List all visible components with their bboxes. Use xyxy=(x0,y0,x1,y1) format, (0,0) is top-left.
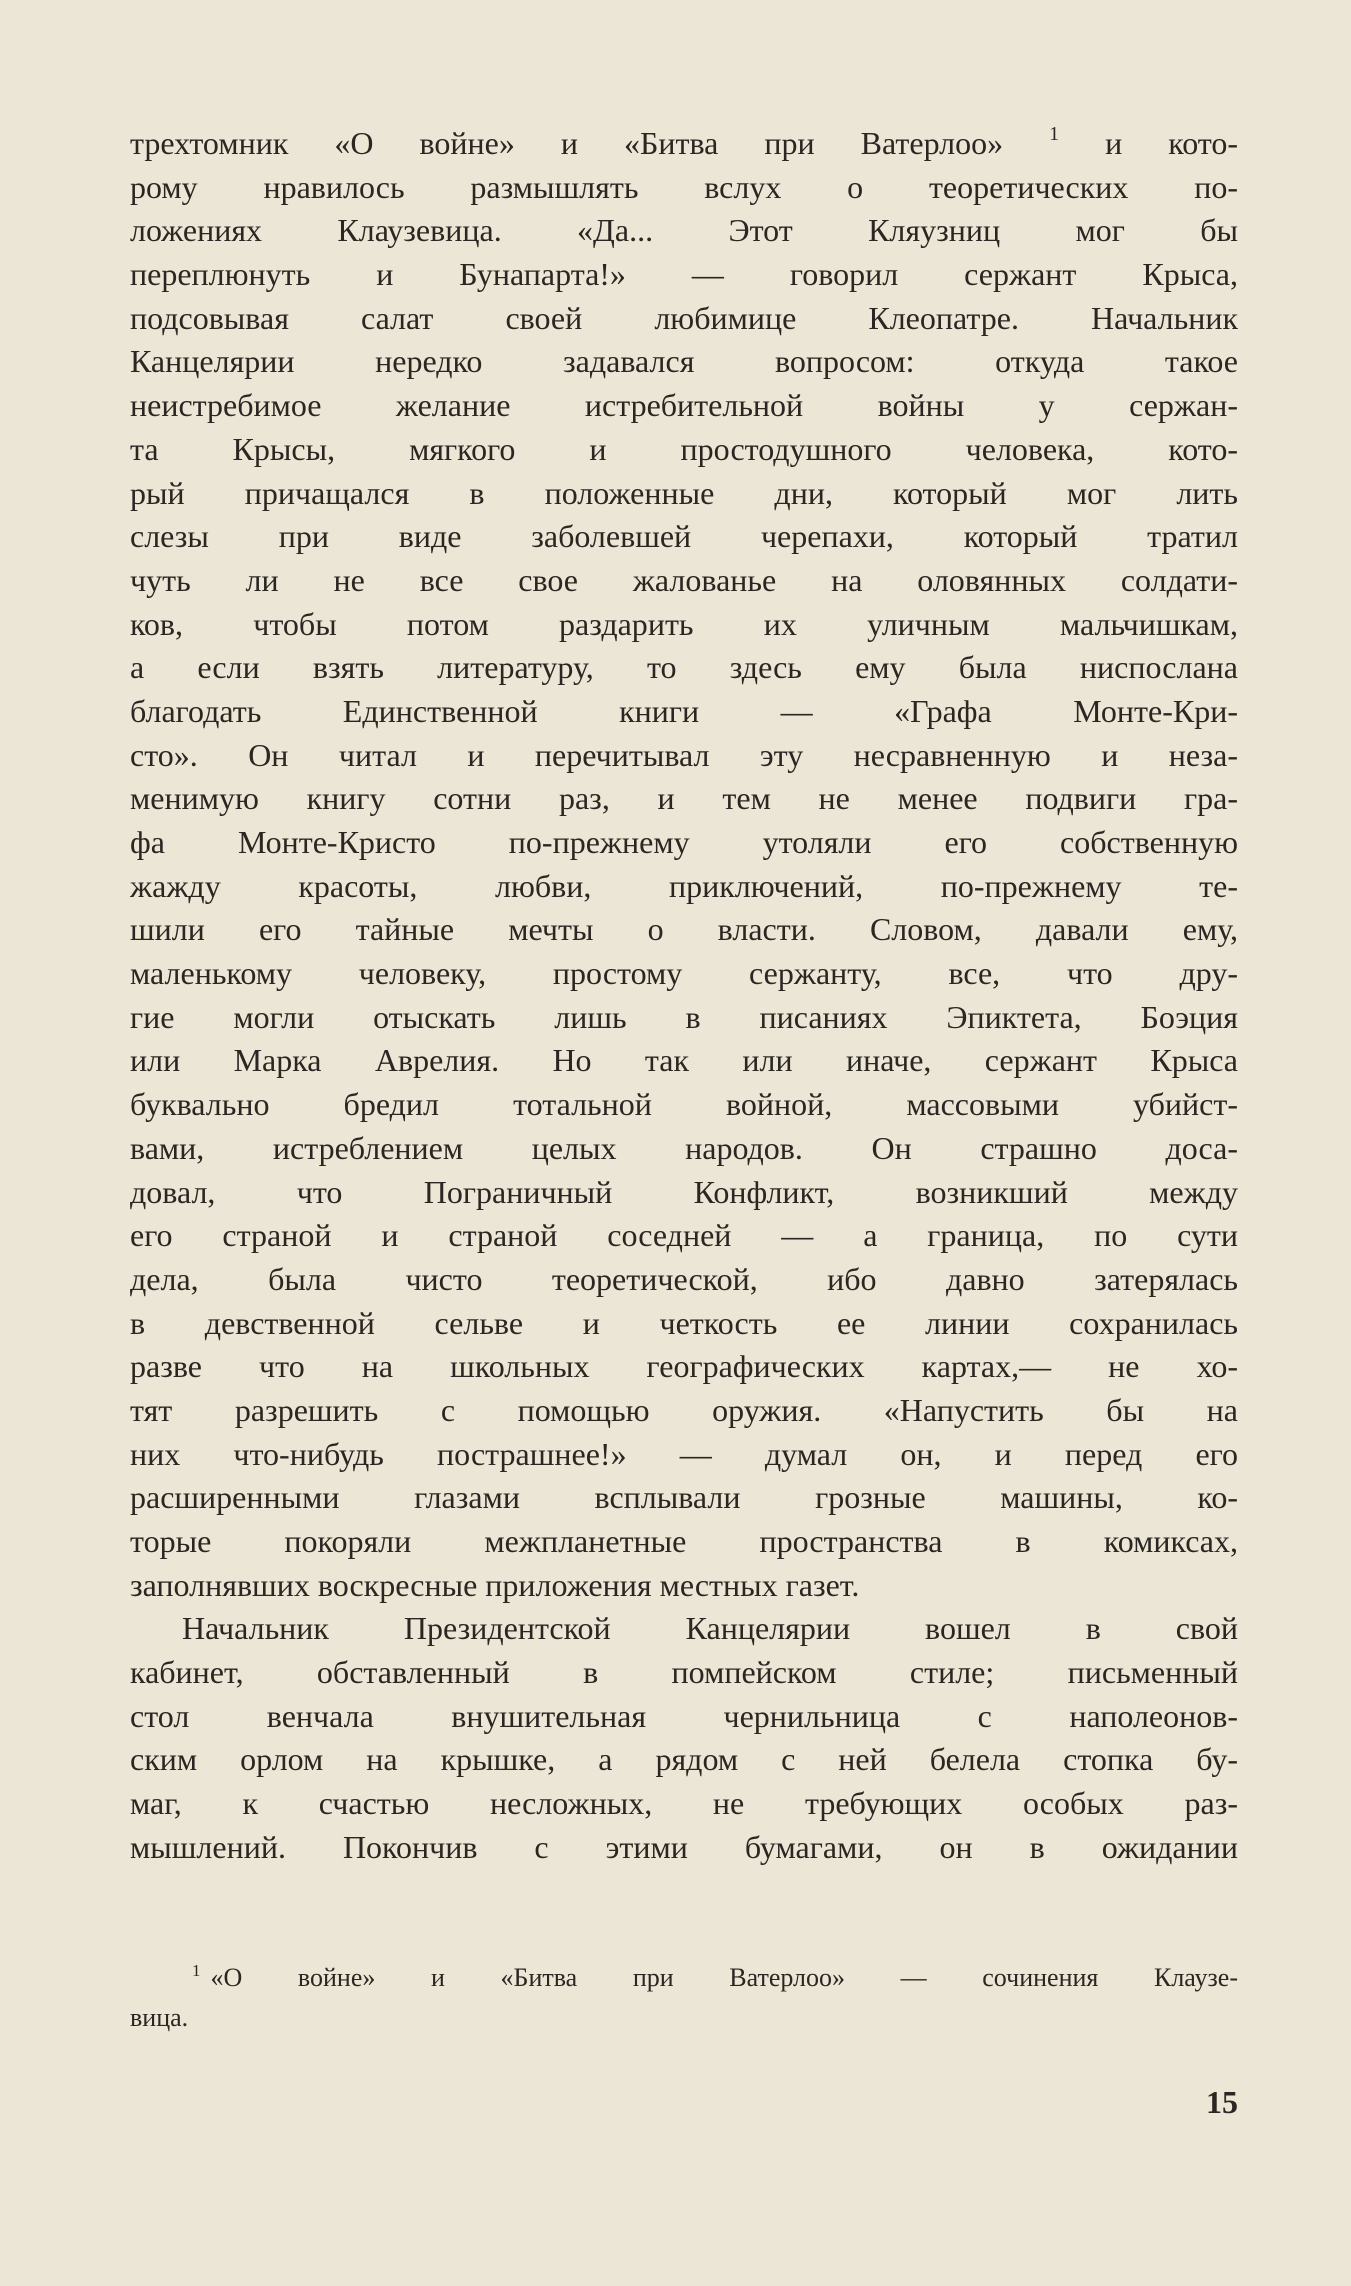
text-line: жажду красоты, любви, приключений, по-прежнему те- xyxy=(130,867,1238,904)
line-text: и кото- xyxy=(1105,125,1238,161)
text-line: неистребимое желание истребительной войны у сержан- xyxy=(130,387,1238,424)
text-line: маг, к счастью несложных, не требующих особых раз- xyxy=(130,1785,1238,1822)
main-text xyxy=(130,122,1238,1870)
footnote-text: «О войне» и «Битва при Ватерлоо» — сочинения Клаузе- xyxy=(210,1963,1238,1992)
footnote-line: вица. xyxy=(130,2003,189,2032)
footnote-line xyxy=(130,1958,1238,1998)
text-line: довал, что Пограничный Конфликт, возникший между xyxy=(130,1173,1238,1210)
text-line: разве что на школьных географических картах,— не хо- xyxy=(130,1348,1238,1385)
text-line: заполнявших воскресные приложения местных газет. xyxy=(130,1566,860,1603)
text-line: расширенными глазами всплывали грозные машины, ко- xyxy=(130,1479,1238,1516)
text-line: торые покоряли межпланетные пространства в комиксах, xyxy=(130,1523,1238,1559)
text-line: фа Монте-Кристо по-прежнему утоляли его собственную xyxy=(130,824,1238,860)
text-line: маленькому человеку, простому сержанту, все, что дру- xyxy=(130,955,1238,992)
text-line: слезы при виде заболевшей черепахи, который тратил xyxy=(130,518,1238,555)
text-line: рому нравилось размышлять вслух о теоретических по- xyxy=(130,168,1238,205)
text-line: дела, была чисто теоретической, ибо давно затерялась xyxy=(130,1260,1238,1297)
text-line: менимую книгу сотни раз, и тем не менее подвиги гра- xyxy=(130,780,1238,817)
text-line: рый причащался в положенные дни, который мог лить xyxy=(130,474,1238,511)
text-line: ским орлом на крышке, а рядом с ней белела стопка бу- xyxy=(130,1741,1238,1778)
text-line: шили его тайные мечты о власти. Словом, давали ему, xyxy=(130,911,1238,948)
text-line: или Марка Аврелия. Но так или иначе, сержант Крыса xyxy=(130,1042,1238,1079)
footnote-marker: 1 xyxy=(192,1961,201,1980)
text-line: та Крысы, мягкого и простодушного человека, кото- xyxy=(130,430,1238,467)
footnote xyxy=(130,1958,1238,2038)
text-line: благодать Единственной книги — «Графа Монте-Кри- xyxy=(130,692,1238,729)
text-line: стол венчала внушительная чернильница с наполеонов- xyxy=(130,1697,1238,1734)
text-line: гие могли отыскать лишь в писаниях Эпиктета, Боэция xyxy=(130,998,1238,1035)
text-line: а если взять литературу, то здесь ему была ниспослана xyxy=(130,649,1238,686)
text-line: Канцелярии нередко задавался вопросом: откуда такое xyxy=(130,343,1238,380)
line-text: трехтомник «О войне» и «Битва при Ватерлоо» xyxy=(130,125,1004,161)
text-line: кабинет, обставленный в помпейском стиле; письменный xyxy=(130,1654,1238,1691)
text-line: них что-нибудь пострашнее!» — думал он, и перед его xyxy=(130,1435,1238,1472)
text-line: его страной и страной соседней — а граница, по сути xyxy=(130,1217,1238,1254)
text-line: в девственной сельве и четкость ее линии сохранилась xyxy=(130,1304,1238,1341)
text-line: вами, истреблением целых народов. Он страшно доса- xyxy=(130,1129,1238,1166)
footnote-reference[interactable]: 1 xyxy=(1049,123,1060,145)
page-number: 15 xyxy=(1206,2084,1238,2120)
text-line xyxy=(130,122,1238,166)
text-line: сто». Он читал и перечитывал эту несравненную и неза- xyxy=(130,736,1238,773)
text-line: подсовывая салат своей любимице Клеопатре. Начальник xyxy=(130,299,1238,336)
text-line: буквально бредил тотальной войной, массовыми убийст- xyxy=(130,1086,1238,1123)
text-line: ков, чтобы потом раздарить их уличным мальчишкам, xyxy=(130,605,1238,642)
text-line: чуть ли не все свое жалованье на оловянных солдати- xyxy=(130,561,1238,598)
text-line: тят разрешить с помощью оружия. «Напустить бы на xyxy=(130,1391,1238,1428)
text-line: мышлений. Покончив с этими бумагами, он в ожидании xyxy=(130,1828,1238,1865)
paragraph-start-line: Начальник Президентской Канцелярии вошел в свой xyxy=(182,1610,1238,1647)
text-line: ложениях Клаузевица. «Да... Этот Кляузниц мог бы xyxy=(130,212,1238,249)
text-line: переплюнуть и Бунапарта!» — говорил сержант Крыса, xyxy=(130,256,1238,293)
